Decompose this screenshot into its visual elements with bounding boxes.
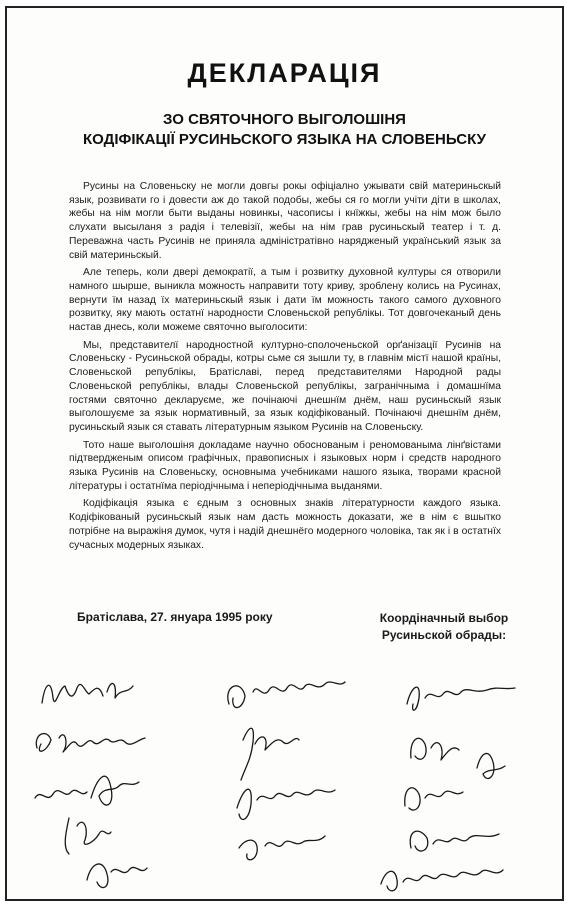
signature bbox=[405, 788, 463, 810]
subtitle-line-2: КОДІФІКАЦІЇ РУСИНЬСКОГО ЯЗЫКА НА СЛОВЕНЬСКУ bbox=[83, 131, 486, 148]
signature bbox=[65, 818, 111, 854]
paragraph-5: Кодіфікація языка є єдным з основных знаків літературности каждого языка. Кодіфікованый русиньскый язык нам дасть можность доказати, же в нім є вшытко потрібне на выражіня думок, чутя і надій днешнёго модерного чоловіка, так як і в остатнїх сучасных модерных языках. bbox=[69, 498, 501, 551]
signatures-svg bbox=[7, 648, 566, 903]
paragraph-3: Мы, представителї народностной културно-сполоченьской орґанізації Русинів на Словеньску - Русиньской обрады, котры сьме ся зышли ту, в главнім містї нашой країны, Словеньской републікы, Братіславі, перед представителями Народной рады Словеньской републікы, влады Словеньской републікы, загранічныма і домашнїма гостями святочно декларуєме, же почінаючі днешнїм днём, наш русиньскый язык выголошуєме за язык нормативный, за язык кодіфікованый. Почінаючі днешнїм днём, русиньскый язык ся ставать літературным языком Русинів на Словеньску. bbox=[69, 339, 501, 433]
page-title: ДЕКЛАРАЦІЯ bbox=[187, 58, 382, 88]
organization-line-2: Русиньской обрады: bbox=[381, 628, 507, 642]
signature bbox=[35, 776, 139, 805]
paragraph-1: Русины на Словеньску не могли довгы рокы офіціално ужывати свій материньскый язык, розвивати го і довести аж до такой подобы, жебы ся го могли учіти діти в школах, жебы на нім могли быти выданы новинкы, часописы і кнїжкы, жебы на нім мож было слухати высыланя з радія і телевізії, жебы на нім грав русиньскый театер і т. д. Переважна часть Русинів не приняла адміністратівно нарядженый український язык за свій материньскый. bbox=[69, 181, 501, 261]
signature bbox=[42, 683, 133, 703]
signature bbox=[381, 870, 503, 891]
organization-block bbox=[369, 610, 519, 644]
signature bbox=[237, 789, 335, 819]
paragraph-4: Тото наше выголошіня докладаме научно обоснованым і реномованыма лінґвістами підтвердженым описом графічных, правописных і языковых норм і средств народного языка Русинів на Словеньску, основныма учебниками нашого языка, творами красной літературы і остатнїма періодічныма і неперіодічныма выданями. bbox=[69, 439, 501, 492]
signature bbox=[228, 682, 345, 708]
paragraph-2: Але теперь, коли двері демократії, а тым і розвитку духовной културы ся отворили намного шырше, выникла можность направити тоту криву, зроблену колись на Русинах, вернути їм назад їх материньскый язык і дати їм можность такого самого духовного розвитку, яку мають остатнї народности Словеньской републікы. Тот довгочеканый день настав днесь, коли можеме святочно выголосити: bbox=[69, 267, 501, 334]
document-page bbox=[5, 6, 564, 901]
signatures-area bbox=[7, 648, 566, 903]
place-date: Братіслава, 27. януара 1995 року bbox=[77, 610, 273, 624]
subtitle-line-1: ЗО СВЯТОЧНОГО ВЫГОЛОШІНЯ bbox=[163, 111, 406, 128]
organization-line-1: Коордіначный выбор bbox=[379, 611, 509, 625]
signature bbox=[87, 864, 147, 888]
subtitle bbox=[7, 110, 562, 150]
signature bbox=[241, 728, 299, 780]
declaration-body bbox=[69, 180, 501, 556]
signature bbox=[410, 831, 499, 851]
signature bbox=[407, 687, 515, 710]
signature bbox=[36, 734, 145, 752]
signature bbox=[239, 836, 325, 860]
signature bbox=[411, 738, 505, 778]
